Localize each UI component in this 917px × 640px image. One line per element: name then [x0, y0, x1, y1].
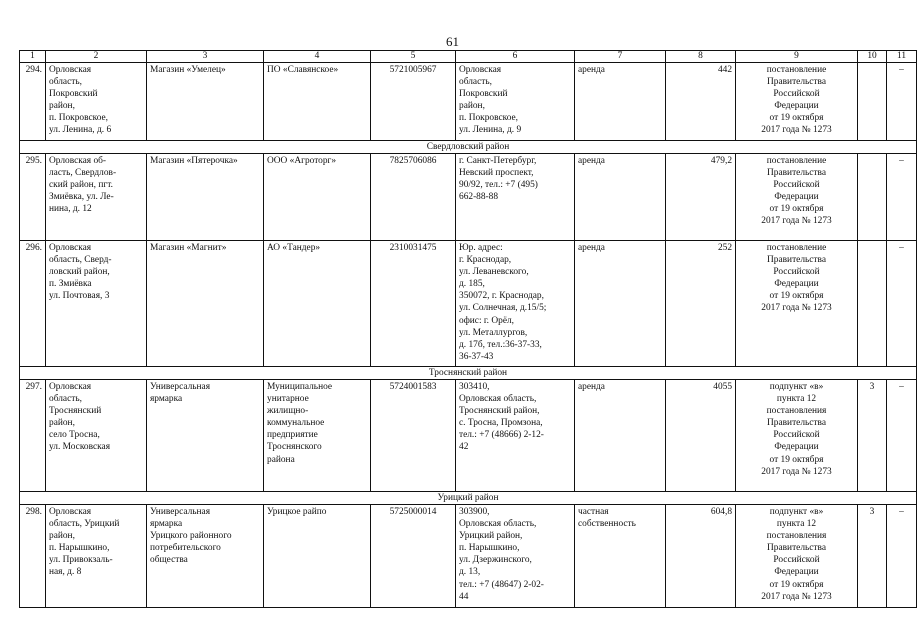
legal-basis-line: 2017 года № 1273	[761, 216, 832, 227]
owner-contacts	[456, 154, 575, 241]
owner-name	[264, 241, 371, 367]
object-address-line: Орловская	[49, 507, 92, 517]
owner-contacts-line: 662-88-88	[459, 192, 499, 203]
object-name-line: общества	[150, 555, 188, 566]
legal-basis-line: Российской	[773, 180, 820, 191]
legal-basis-line: Федерации	[774, 279, 819, 290]
legal-basis-line: от 19 октября	[769, 113, 824, 124]
owner-contacts-line: Орловская область,	[459, 394, 537, 405]
column-number: 5	[371, 51, 456, 63]
row-number: 295.	[20, 154, 46, 241]
table-row	[20, 63, 917, 141]
object-address-line: п. Нарышкино,	[49, 543, 110, 554]
owner-contacts-line: 350072, г. Краснодар,	[459, 291, 544, 302]
column-11-value: –	[887, 505, 917, 608]
owner-contacts-line: 36-37-43	[459, 351, 494, 362]
object-address-line: район,	[49, 101, 75, 112]
owner-name-line: Муниципальное	[267, 382, 333, 392]
legal-basis-line: 2017 года № 1273	[761, 303, 832, 314]
object-address	[46, 505, 147, 608]
legal-basis-line: Российской	[773, 430, 820, 441]
object-address-line: ул. Почтовая, 3	[49, 291, 110, 302]
object-name-line: ярмарка	[150, 394, 183, 405]
object-address-line: ласть, Свердлов-	[49, 168, 117, 179]
legal-basis-line: постановление	[766, 156, 827, 166]
column-10-value: 3	[858, 380, 887, 492]
legal-basis-line: подпункт «в»	[769, 382, 824, 392]
registry-body	[20, 51, 917, 608]
object-address-line: Орловская	[49, 382, 92, 392]
owner-contacts-line: Урицкий район,	[459, 531, 523, 542]
owner-name-line: жилищно-	[267, 406, 309, 417]
object-name-line: потребительского	[150, 543, 221, 554]
registry-table	[19, 50, 917, 608]
owner-name-line: унитарное	[267, 394, 309, 405]
owner-contacts-line: тел.: +7 (48647) 2-02-	[459, 579, 544, 590]
owner-name-line: ООО «Агроторг»	[267, 156, 337, 166]
legal-basis-line: пункта 12	[776, 394, 817, 405]
object-name	[147, 63, 264, 141]
owner-contacts-line: ул. Ленина, д. 9	[459, 125, 522, 136]
legal-basis-line: Правительства	[767, 543, 826, 554]
owner-name	[264, 505, 371, 608]
table-row	[20, 380, 917, 492]
legal-basis-line: Правительства	[767, 77, 826, 88]
legal-basis-line: постановления	[766, 531, 827, 542]
owner-contacts-line: Покровский	[459, 89, 508, 100]
column-11-value: –	[887, 154, 917, 241]
object-address-line: Троснянский	[49, 406, 102, 417]
legal-basis-line: Федерации	[774, 567, 819, 578]
owner-contacts-line: 90/92, тел.: +7 (495)	[459, 180, 538, 191]
owner-contacts-line: ул. Дзержинского,	[459, 555, 532, 566]
owner-name-line: района	[267, 454, 295, 465]
column-number: 3	[147, 51, 264, 63]
object-address-line: п. Змиёвка	[49, 279, 92, 290]
owner-inn: 7825706086	[371, 154, 456, 241]
object-address-line: ная, д. 8	[49, 567, 82, 578]
owner-contacts-line: с. Тросна, Промзона,	[459, 418, 543, 429]
owner-contacts-line: район,	[459, 101, 485, 112]
owner-contacts-line: д. 185,	[459, 279, 485, 290]
object-address-line: Змиёвка, ул. Ле-	[49, 192, 114, 203]
column-11-value: –	[887, 63, 917, 141]
column-number: 2	[46, 51, 147, 63]
row-number: 297.	[20, 380, 46, 492]
object-address-line: п. Покровское,	[49, 113, 109, 124]
object-address-line: область,	[49, 77, 82, 88]
object-address-line: район,	[49, 418, 75, 429]
legal-basis-line: подпункт «в»	[769, 507, 824, 517]
legal-basis	[736, 63, 858, 141]
property-right-line: аренда	[578, 65, 605, 75]
object-address-line: Орловская об-	[49, 156, 107, 166]
owner-name	[264, 154, 371, 241]
area-value: 479,2	[666, 154, 736, 241]
column-10-value: 3	[858, 505, 887, 608]
object-name-line: Магазин «Магнит»	[150, 243, 227, 253]
owner-contacts-line: Юр. адрес:	[459, 243, 503, 253]
object-address-line: район,	[49, 531, 75, 542]
legal-basis-line: от 19 октября	[769, 291, 824, 302]
owner-inn: 5721005967	[371, 63, 456, 141]
object-name-line: Магазин «Умелец»	[150, 65, 226, 75]
property-right-line: аренда	[578, 243, 605, 253]
object-name	[147, 154, 264, 241]
owner-name-line: ПО «Славянское»	[267, 65, 339, 75]
column-10-value	[858, 241, 887, 367]
property-right-line: аренда	[578, 156, 605, 166]
owner-inn: 2310031475	[371, 241, 456, 367]
object-address-line: область, Сверд-	[49, 255, 112, 266]
object-name	[147, 241, 264, 367]
object-address	[46, 154, 147, 241]
object-address	[46, 63, 147, 141]
column-11-value: –	[887, 380, 917, 492]
legal-basis-line: Российской	[773, 555, 820, 566]
object-address-line: ский район, пгт.	[49, 180, 113, 191]
table-row	[20, 241, 917, 367]
legal-basis-line: Правительства	[767, 255, 826, 266]
page-number: 61	[446, 34, 459, 49]
object-address-line: ул. Ленина, д. 6	[49, 125, 112, 136]
owner-contacts-line: п. Покровское,	[459, 113, 519, 124]
object-name-line: Магазин «Пятерочка»	[150, 156, 238, 166]
legal-basis-line: пункта 12	[776, 519, 817, 530]
row-number: 298.	[20, 505, 46, 608]
owner-name-line: АО «Тандер»	[267, 243, 321, 253]
owner-contacts-line: 303900,	[459, 507, 490, 517]
owner-contacts-line: Троснянский район,	[459, 406, 540, 417]
object-address-line: ловский район,	[49, 267, 110, 278]
column-number: 1	[20, 51, 46, 63]
owner-name-line: Урицкое райпо	[267, 507, 327, 517]
object-name-line: Универсальная	[150, 507, 211, 517]
section-title: Свердловский район	[20, 141, 917, 154]
object-name	[147, 505, 264, 608]
column-number: 11	[887, 51, 917, 63]
property-right-line: аренда	[578, 382, 605, 392]
owner-name	[264, 380, 371, 492]
section-title: Троснянский район	[20, 367, 917, 380]
row-number: 296.	[20, 241, 46, 367]
legal-basis-line: Российской	[773, 89, 820, 100]
object-address-line: Орловская	[49, 65, 92, 75]
property-right	[575, 505, 666, 608]
owner-contacts-line: д. 13,	[459, 567, 481, 578]
owner-contacts	[456, 380, 575, 492]
object-address	[46, 380, 147, 492]
column-10-value	[858, 154, 887, 241]
owner-contacts-line: п. Нарышкино,	[459, 543, 520, 554]
property-right	[575, 380, 666, 492]
owner-contacts	[456, 241, 575, 367]
owner-contacts-line: Невский проспект,	[459, 168, 534, 179]
owner-contacts	[456, 505, 575, 608]
legal-basis-line: Федерации	[774, 192, 819, 203]
legal-basis-line: 2017 года № 1273	[761, 466, 832, 477]
legal-basis-line: Правительства	[767, 418, 826, 429]
owner-contacts-line: Орловская	[459, 65, 502, 75]
object-address-line: ул. Московская	[49, 442, 111, 453]
object-address-line: Орловская	[49, 243, 92, 253]
column-11-value: –	[887, 241, 917, 367]
legal-basis-line: постановления	[766, 406, 827, 417]
owner-contacts-line: Орловская область,	[459, 519, 537, 530]
legal-basis-line: от 19 октября	[769, 579, 824, 590]
object-name-line: Урицкого районного	[150, 531, 232, 542]
column-10-value	[858, 63, 887, 141]
property-right	[575, 241, 666, 367]
object-address-line: ул. Привокзаль-	[49, 555, 113, 566]
row-number: 294.	[20, 63, 46, 141]
table-row	[20, 154, 917, 241]
legal-basis-line: 2017 года № 1273	[761, 125, 832, 136]
owner-name-line: предприятие	[267, 430, 318, 441]
object-address-line: область,	[49, 394, 82, 405]
column-number-row	[20, 51, 917, 63]
owner-inn: 5724001583	[371, 380, 456, 492]
legal-basis	[736, 505, 858, 608]
object-address-line: область, Урицкий	[49, 519, 120, 530]
section-row	[20, 492, 917, 505]
property-right-line: собственность	[578, 519, 636, 530]
column-number: 9	[736, 51, 858, 63]
owner-contacts-line: тел.: +7 (48666) 2-12-	[459, 430, 544, 441]
section-row	[20, 367, 917, 380]
column-number: 4	[264, 51, 371, 63]
object-name-line: ярмарка	[150, 519, 183, 530]
owner-contacts-line: 44	[459, 591, 469, 602]
owner-contacts-line: ул. Леваневского,	[459, 267, 529, 278]
area-value: 604,8	[666, 505, 736, 608]
object-address	[46, 241, 147, 367]
property-right	[575, 63, 666, 141]
legal-basis-line: от 19 октября	[769, 454, 824, 465]
table-row	[20, 505, 917, 608]
owner-name-line: Троснянского	[267, 442, 322, 453]
legal-basis	[736, 380, 858, 492]
column-number: 8	[666, 51, 736, 63]
object-address-line: село Тросна,	[49, 430, 100, 441]
legal-basis-line: Федерации	[774, 442, 819, 453]
area-value: 252	[666, 241, 736, 367]
area-value: 442	[666, 63, 736, 141]
area-value: 4055	[666, 380, 736, 492]
owner-contacts-line: офис: г. Орёл,	[459, 315, 515, 326]
property-right-line: частная	[578, 507, 609, 517]
legal-basis-line: Правительства	[767, 168, 826, 179]
legal-basis-line: от 19 октября	[769, 204, 824, 215]
section-row	[20, 141, 917, 154]
owner-contacts-line: 42	[459, 442, 469, 453]
owner-contacts-line: 303410,	[459, 382, 490, 392]
property-right	[575, 154, 666, 241]
owner-contacts-line: г. Краснодар,	[459, 255, 512, 266]
owner-contacts-line: д. 17б, тел.:36-37-33,	[459, 339, 542, 350]
legal-basis-line: Российской	[773, 267, 820, 278]
legal-basis-line: Федерации	[774, 101, 819, 112]
legal-basis-line: постановление	[766, 65, 827, 75]
legal-basis	[736, 154, 858, 241]
section-title: Урицкий район	[20, 492, 917, 505]
owner-name	[264, 63, 371, 141]
legal-basis-line: постановление	[766, 243, 827, 253]
object-address-line: нина, д. 12	[49, 204, 92, 215]
object-address-line: Покровский	[49, 89, 98, 100]
column-number: 7	[575, 51, 666, 63]
owner-contacts-line: г. Санкт-Петербург,	[459, 156, 537, 166]
owner-inn: 5725000014	[371, 505, 456, 608]
owner-name-line: коммунальное	[267, 418, 325, 429]
owner-contacts-line: область,	[459, 77, 492, 88]
owner-contacts-line: ул. Солнечная, д.15/5;	[459, 303, 547, 314]
column-number: 10	[858, 51, 887, 63]
object-name	[147, 380, 264, 492]
legal-basis	[736, 241, 858, 367]
object-name-line: Универсальная	[150, 382, 211, 392]
column-number: 6	[456, 51, 575, 63]
owner-contacts	[456, 63, 575, 141]
legal-basis-line: 2017 года № 1273	[761, 591, 832, 602]
owner-contacts-line: ул. Металлургов,	[459, 327, 528, 338]
